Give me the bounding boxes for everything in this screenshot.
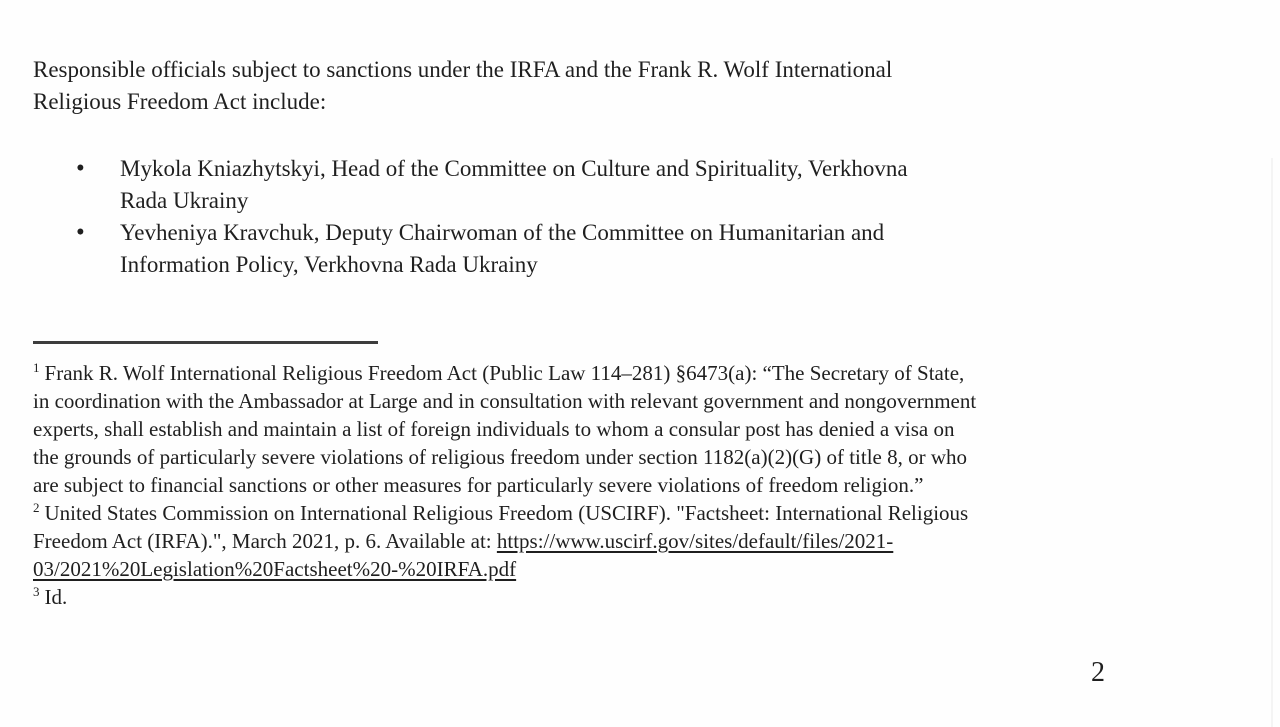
footnote-line: in coordination with the Ambassador at Large and in consultation with relevant government and nongovernment [33,389,977,413]
bullet-dot-icon: • [76,219,85,246]
bullet-text-line: Mykola Kniazhytskyi, Head of the Committee on Culture and Spirituality, Verkhovna [120,156,908,181]
uscirf-url-link[interactable]: 03/2021%20Legislation%20Factsheet%20-%20IRFA.pdf [33,557,517,581]
intro-paragraph [33,0,1118,118]
scan-edge-artifact [1271,158,1273,727]
uscirf-url-link[interactable]: https://www.uscirf.gov/sites/default/files/2021- [496,529,894,553]
bullet-item-kravchuk [33,217,1118,281]
footnote-line [33,359,1118,387]
bullet-text-line: Rada Ukrainy [120,188,249,213]
footnote-line: experts, shall establish and maintain a list of foreign individuals to whom a consular post has denied a visa on [33,417,955,441]
footnote-text: United States Commission on International Religious Freedom (USCIRF). "Factsheet: International Religious [44,501,969,525]
footnote-line [33,527,1118,555]
footnote-text: Id. [44,585,68,609]
footnote-line: the grounds of particularly severe violations of religious freedom under section 1182(a)(2)(G) of title 8, or who [33,445,968,469]
footnote-text: Freedom Act (IRFA).", March 2021, p. 6. Available at: [33,529,497,553]
footnote-separator-rule [33,341,378,344]
intro-line-1: Responsible officials subject to sanctions under the IRFA and the Frank R. Wolf International [33,57,893,82]
bullet-text-line: Yevheniya Kravchuk, Deputy Chairwoman of the Committee on Humanitarian and [120,220,885,245]
footnote-3 [33,583,1118,611]
footnote-marker: 3 [33,584,40,599]
footnote-1 [33,359,1118,499]
bullet-dot-icon: • [76,155,85,182]
footnote-marker: 2 [33,500,40,515]
footnote-line [33,555,1118,583]
footnotes-section [33,359,1118,611]
footnote-line [33,583,1118,611]
page-number: 2 [1091,657,1105,688]
footnote-line: are subject to financial sanctions or other measures for particularly severe violations of freedom religion.” [33,473,924,497]
bullet-item-kniazhytskyi [33,153,1118,217]
footnote-marker: 1 [33,360,40,375]
intro-line-2: Religious Freedom Act include: [33,89,327,114]
page-content [33,0,1118,611]
footnote-text: Frank R. Wolf International Religious Freedom Act (Public Law 114–281) §6473(a): “The Secretary of State, [44,361,965,385]
bullet-text-line: Information Policy, Verkhovna Rada Ukrainy [120,252,538,277]
footnote-2 [33,499,1118,583]
footnote-line [33,499,1118,527]
officials-bullet-list [33,153,1118,281]
